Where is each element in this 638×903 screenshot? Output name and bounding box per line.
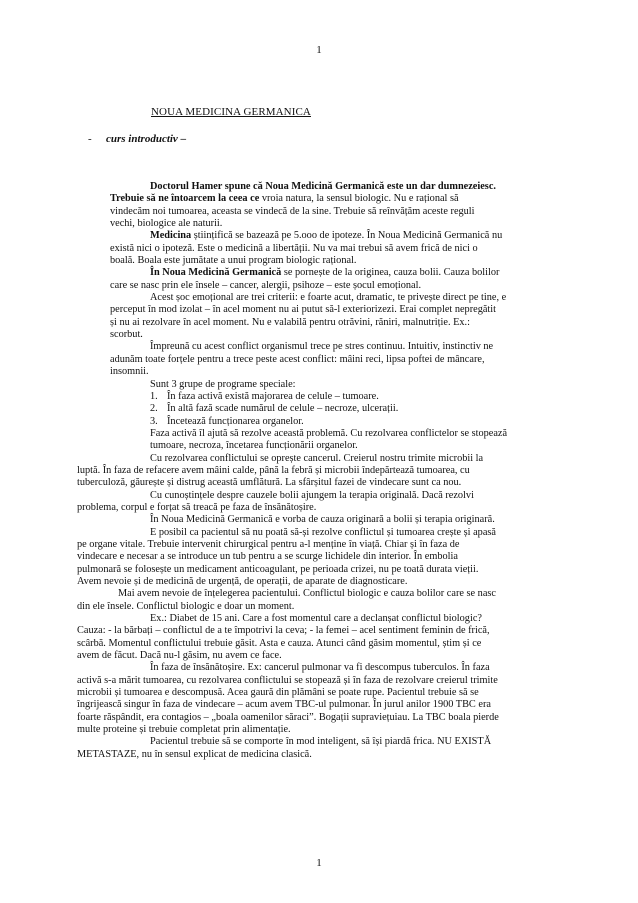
text-line: [77, 304, 567, 316]
text-span: din ele însele. Conflictul biologic e doar un moment.: [77, 600, 295, 612]
page-number-top: 1: [316, 44, 322, 56]
text-line: [77, 428, 567, 440]
text-line: [77, 613, 567, 625]
text-span: În altă fază scade numărul de celule – necroze, ulcerații.: [167, 403, 399, 415]
text-line: [77, 292, 567, 304]
body-text: [77, 181, 567, 761]
list-item: [77, 416, 567, 428]
text-span: pulmonară se folosește un medicament anticoagulant, pe perioada crizei, nu pe toată durata vieții.: [77, 563, 479, 575]
text-line: [77, 514, 567, 526]
text-line: [77, 354, 567, 366]
text-span: În Noua Medicină Germanică e vorba de cauza originară a bolii și terapia originară.: [150, 514, 495, 526]
text-line: [77, 267, 567, 279]
text-span: multe proteine și trebuie completat prin alimentație.: [77, 724, 291, 736]
text-line: [77, 749, 567, 761]
bold-text: În Noua Medicină Germanică: [150, 267, 282, 279]
text-line: [77, 724, 567, 736]
document-title: NOUA MEDICINA GERMANICA: [151, 106, 311, 118]
text-line: [77, 193, 567, 205]
text-span: În faza activă există majorarea de celule – tumoare.: [167, 390, 379, 402]
text-span: Mai avem nevoie de înțelegerea pacientului. Conflictul biologic e cauza bolilor care se nasc: [118, 588, 496, 600]
text-span: îngrijească singur în faza de vindecare – acum avem TBC-ul pulmonar. În jurul anilor 1900 TBC era: [77, 699, 491, 711]
text-span: vroia natura, la sensul biologic. Nu e rațional să: [259, 193, 459, 205]
text-line: [77, 662, 567, 674]
text-span: scorbut.: [110, 329, 143, 341]
text-line: [77, 712, 567, 724]
text-span: și nu ai rezolvare în acel moment. Nu e valabilă pentru otrăvini, răniri, malnutriție. Ex.:: [110, 316, 470, 328]
text-line: [77, 564, 567, 576]
text-line: [77, 255, 567, 267]
text-span: Faza activă îl ajută să rezolve această problemă. Cu rezolvarea conflictelor se stopează: [150, 427, 508, 439]
text-line: [77, 317, 567, 329]
text-span: Avem nevoie și de medicină de urgență, de operații, de aparate de diagnosticare.: [77, 576, 408, 587]
text-line: [77, 181, 567, 193]
text-span: vindecăm noi tumoarea, aceasta se vindecă de la sine. Trebuie să reînvățăm aceste reguli: [110, 205, 475, 217]
text-line: [77, 638, 567, 650]
text-line: [77, 527, 567, 539]
text-span: tuberculoză, găurește și distrug această umflătură. La sfârșitul fazei de vindecare sunt ca nou.: [77, 477, 462, 489]
text-line: [77, 329, 567, 341]
text-span: Pacientul trebuie să se comporte în mod inteligent, să își piardă frica. NU EXISTĂ: [150, 736, 492, 748]
page-number-bottom: 1: [316, 857, 322, 869]
bold-text: Trebuie să ne întoarcem la ceea ce: [110, 193, 260, 205]
text-span: METASTAZE, nu în sensul explicat de medicina clasică.: [77, 748, 312, 760]
text-span: adunăm toate forțele pentru a trece peste acest conflict: mâini reci, lipsa poftei de mâncare,: [110, 353, 485, 365]
text-span: Încetează funcționarea organelor.: [167, 415, 304, 427]
text-line: [77, 230, 567, 242]
bold-text: Doctorul Hamer spune că Noua Medicină Germanică este un dar dumnezeiesc.: [150, 181, 496, 192]
subtitle-text: curs introductiv –: [106, 133, 187, 145]
text-span: perceput în mod izolat – în acel moment nu ai putut să-l exteriorizezi. Erai complet nepregătit: [110, 304, 496, 316]
text-span: tumoare, necroza, încetarea funcționării organelor.: [150, 440, 358, 452]
bold-text: Medicina: [150, 230, 192, 242]
text-line: [77, 366, 567, 378]
text-line: [77, 206, 567, 218]
text-span: Ex.: Diabet de 15 ani. Care a fost momentul care a declanșat conflictul biologic?: [150, 613, 482, 625]
text-span: vindecare e necesar a se introduce un tub pentru a se scurge lichidele din interior. În embolia: [77, 551, 458, 563]
text-span: luptă. În faza de refacere avem mâini calde, până la febră și microbii îndepărtează tumoarea, cu: [77, 464, 470, 476]
text-span: insomnii.: [110, 366, 149, 378]
text-line: [77, 588, 567, 600]
text-span: Cauza: - la bărbați – conflictul de a te împotrivi la ceva; - la femei – acel sentiment feminin de frică,: [77, 625, 490, 637]
text-span: Împreună cu acest conflict organismul trece pe stres continuu. Intuitiv, instinctiv ne: [150, 341, 494, 353]
text-line: [77, 625, 567, 637]
text-line: [77, 341, 567, 353]
text-line: [77, 551, 567, 563]
text-line: [77, 379, 567, 391]
text-line: [77, 687, 567, 699]
text-span: care se nasc prin ele însele – cancer, alergii, psihoze – este șocul emoțional.: [110, 279, 422, 291]
text-span: microbii și tumoarea e descompusă. Acea gaură din plămâni se poate rupe. Pacientul trebuie să se: [77, 687, 479, 699]
list-number: 1.: [150, 390, 158, 402]
text-span: Sunt 3 grupe de programe speciale:: [150, 378, 296, 390]
text-line: [77, 675, 567, 687]
text-span: foarte răspândit, era contagios – „boala oamenilor săraci”. Bogații supraviețuiau. La TBC boala pierde: [77, 711, 499, 723]
text-line: [77, 243, 567, 255]
text-line: [77, 539, 567, 551]
document-subtitle: [88, 133, 186, 145]
text-span: E posibil ca pacientul să nu poată să-și rezolve conflictul și tumoarea crește și apasă: [150, 526, 496, 538]
text-line: [77, 736, 567, 748]
text-line: [77, 502, 567, 514]
text-span: Cu rezolvarea conflictului se oprește cancerul. Creierul nostru trimite microbii la: [150, 452, 484, 464]
text-line: [77, 601, 567, 613]
text-line: [77, 453, 567, 465]
text-span: există nici o ipoteză. Este o medicină a libertății. Nu va mai trebui să avem frică de nici o: [110, 242, 478, 254]
text-span: boală. Boala este jumătate a unui program biologic rațional.: [110, 255, 357, 267]
text-span: pe organe vitale. Trebuie intervenit chirurgical pentru a-l menține în viață. Chiar și în faza de: [77, 538, 460, 550]
subtitle-bullet: -: [88, 133, 92, 145]
text-line: [77, 650, 567, 662]
text-line: [77, 280, 567, 292]
text-line: [77, 218, 567, 230]
text-line: [77, 465, 567, 477]
text-span: activă s-a mărit tumoarea, cu rezolvarea conflictului se stopează și în faza de rezolvare creierul trimite: [77, 674, 498, 686]
list-number: 3.: [150, 415, 158, 427]
text-line: [77, 490, 567, 502]
list-item: [77, 391, 567, 403]
text-span: problema, corpul e forțat să treacă pe faza de însănătoșire.: [77, 501, 317, 513]
text-span: vechi, biologice ale naturii.: [110, 218, 223, 230]
text-span: se pornește de la originea, cauza bolii. Cauza bolilor: [281, 267, 500, 279]
text-span: scârbă. Momentul conflictului trebuie găsit. Asta e cauza. Atunci când găsim momentul, știm și ce: [77, 637, 482, 649]
text-span: În faza de însănătoșire. Ex: cancerul pulmonar va fi descompus tuberculos. În faza: [150, 662, 490, 674]
text-line: [77, 477, 567, 489]
list-item: [77, 403, 567, 415]
text-line: [77, 699, 567, 711]
text-line: [77, 440, 567, 452]
text-line: [77, 576, 567, 588]
text-span: avem de făcut. Dacă nu-l găsim, nu avem ce face.: [77, 650, 282, 662]
text-span: Acest șoc emoțional are trei criterii: e foarte acut, dramatic, te privește direct pe tine, e: [150, 292, 507, 304]
list-number: 2.: [150, 403, 158, 415]
text-span: Cu cunoștințele despre cauzele bolii ajungem la terapia originală. Dacă rezolvi: [150, 489, 474, 501]
text-span: științifică se bazează pe 5.ooo de ipoteze. În Noua Medicină Germanică nu: [191, 230, 503, 242]
